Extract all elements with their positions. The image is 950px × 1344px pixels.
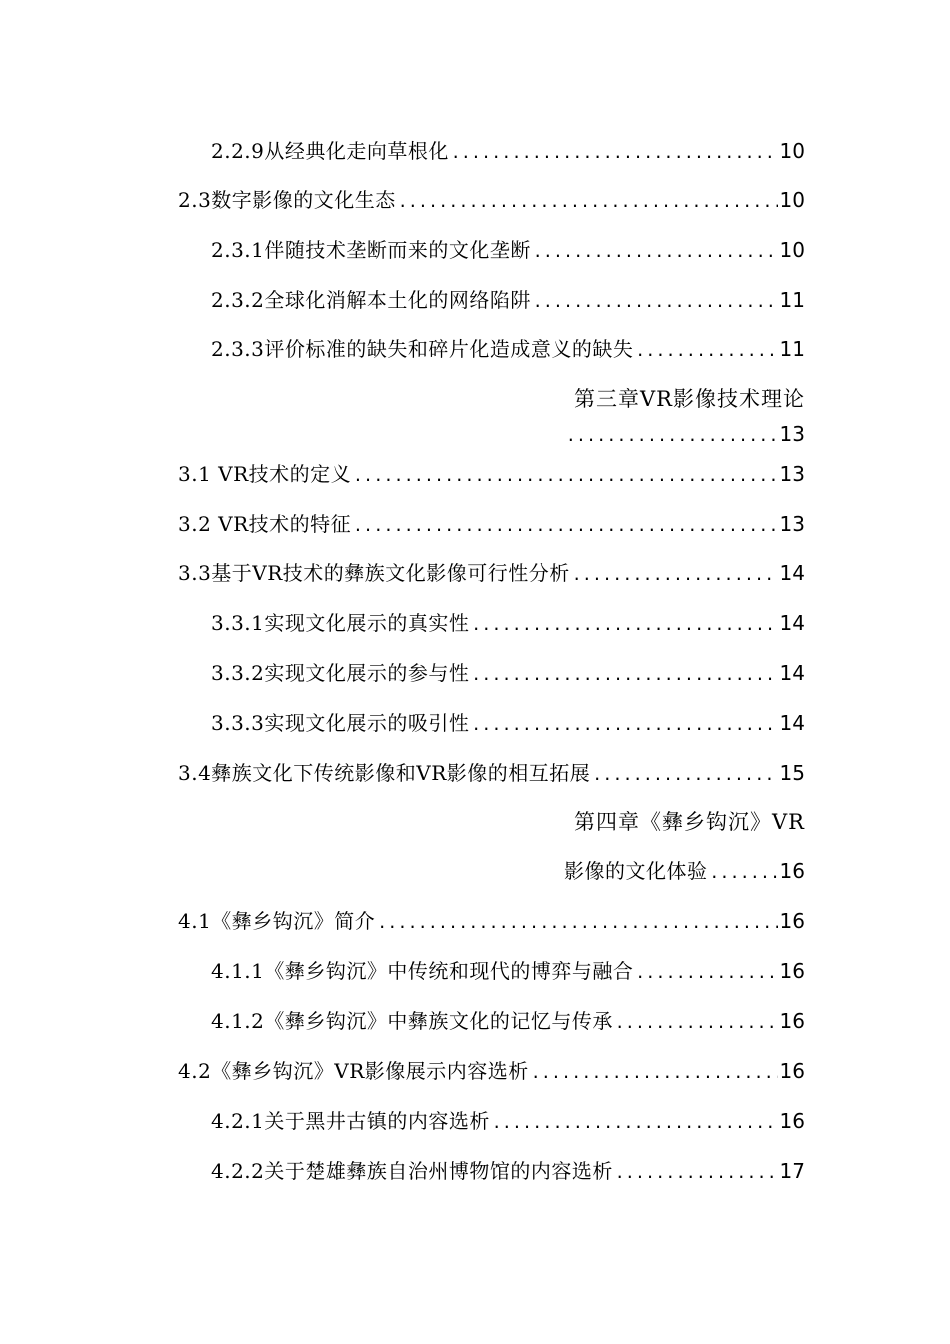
- toc-entry-2-3[interactable]: [178, 187, 805, 215]
- toc-entry-label: 4.1.2《彝乡钩沉》中彝族文化的记忆与传承: [211, 1009, 613, 1033]
- leader-dots: [377, 910, 777, 936]
- toc-entry-page: 16: [779, 959, 805, 983]
- toc-entry-page: 17: [779, 1159, 805, 1183]
- toc-entry-label: 3.4彝族文化下传统影像和VR影像的相互拓展: [178, 761, 591, 785]
- toc-entry-label: 4.2.1关于黑井古镇的内容选析: [211, 1109, 490, 1133]
- toc-entry-label: 3.3.1实现文化展示的真实性: [211, 611, 470, 635]
- toc-entry-label: 3.1 VR技术的定义: [178, 462, 352, 486]
- toc-entry-4-1-1[interactable]: [211, 958, 805, 986]
- leader-dots: [471, 662, 777, 688]
- toc-entry-label: 4.2.2关于楚雄彝族自治州博物馆的内容选析: [211, 1159, 613, 1183]
- leader-dots: [592, 762, 777, 788]
- toc-entry-page: 10: [779, 238, 805, 262]
- toc-entry-4-2-1[interactable]: [211, 1108, 805, 1136]
- toc-chapter-3-leader[interactable]: [564, 421, 805, 449]
- toc-entry-page: 16: [779, 909, 805, 933]
- toc-entry-3-3-2[interactable]: [211, 660, 805, 688]
- toc-entry-page: 11: [779, 337, 805, 361]
- leader-dots: [471, 712, 777, 738]
- toc-entry-4-2-2[interactable]: [211, 1158, 805, 1186]
- toc-entry-2-3-3[interactable]: [211, 336, 805, 364]
- leader-dots: [572, 562, 778, 588]
- leader-dots: [531, 1060, 778, 1086]
- toc-entry-2-3-2[interactable]: [211, 287, 805, 315]
- toc-entry-page: 10: [779, 188, 805, 212]
- leader-dots: [353, 513, 777, 539]
- toc-entry-label: 影像的文化体验: [564, 859, 708, 883]
- leader-dots: [615, 1160, 778, 1186]
- toc-entry-page: 16: [779, 859, 805, 883]
- toc-entry-label: 2.3.1伴随技术垄断而来的文化垄断: [211, 238, 531, 262]
- leader-dots: [615, 1010, 778, 1036]
- toc-entry-page: 16: [779, 1009, 805, 1033]
- toc-entry-label: 4.2《彝乡钩沉》VR影像展示内容选析: [178, 1059, 529, 1083]
- toc-entry-page: 14: [779, 711, 805, 735]
- toc-entry-label: 2.2.9从经典化走向草根化: [211, 139, 449, 163]
- leader-dots: [492, 1110, 778, 1136]
- toc-entry-label: 3.3基于VR技术的彝族文化影像可行性分析: [178, 561, 570, 585]
- toc-chapter-4-subtitle[interactable]: [564, 858, 805, 886]
- toc-entry-label: 2.3.3评价标准的缺失和碎片化造成意义的缺失: [211, 337, 634, 361]
- leader-dots: [533, 239, 778, 265]
- toc-entry-page: 14: [779, 661, 805, 685]
- toc-entry-label: 4.1.1《彝乡钩沉》中传统和现代的博弈与融合: [211, 959, 634, 983]
- toc-chapter-3-title[interactable]: 第三章VR影像技术理论: [574, 387, 805, 411]
- leader-dots: [353, 463, 777, 489]
- toc-entry-4-1[interactable]: [178, 908, 805, 936]
- leader-dots: [635, 338, 777, 364]
- toc-entry-3-1[interactable]: [178, 461, 805, 489]
- toc-entry-3-3-3[interactable]: [211, 710, 805, 738]
- leader-dots: [533, 289, 778, 315]
- toc-entry-2-3-1[interactable]: [211, 237, 805, 265]
- toc-entry-page: 15: [779, 761, 805, 785]
- leader-dots: [566, 423, 778, 449]
- toc-chapter-4-title[interactable]: 第四章《彝乡钩沉》VR: [574, 810, 805, 834]
- leader-dots: [471, 612, 777, 638]
- toc-entry-label: 3.3.2实现文化展示的参与性: [211, 661, 470, 685]
- toc-entry-page: 13: [779, 422, 805, 446]
- toc-entry-page: 13: [779, 462, 805, 486]
- toc-entry-page: 10: [779, 139, 805, 163]
- toc-entry-page: 16: [779, 1059, 805, 1083]
- toc-entry-3-3-1[interactable]: [211, 610, 805, 638]
- toc-entry-label: 2.3.2全球化消解本土化的网络陷阱: [211, 288, 531, 312]
- toc-entry-label: 3.2 VR技术的特征: [178, 512, 352, 536]
- leader-dots: [635, 960, 777, 986]
- toc-entry-page: 16: [779, 1109, 805, 1133]
- toc-entry-4-1-2[interactable]: [211, 1008, 805, 1036]
- toc-entry-page: 13: [779, 512, 805, 536]
- toc-entry-page: 14: [779, 561, 805, 585]
- toc-entry-label: 3.3.3实现文化展示的吸引性: [211, 711, 470, 735]
- toc-entry-page: 11: [779, 288, 805, 312]
- toc-entry-page: 14: [779, 611, 805, 635]
- toc-entry-3-4[interactable]: [178, 760, 805, 788]
- leader-dots: [398, 189, 778, 215]
- leader-dots: [710, 860, 778, 886]
- toc-entry-label: 4.1《彝乡钩沉》简介: [178, 909, 376, 933]
- toc-entry-label: 2.3数字影像的文化生态: [178, 188, 396, 212]
- toc-entry-3-2[interactable]: [178, 511, 805, 539]
- leader-dots: [451, 140, 778, 166]
- toc-entry-2-2-9[interactable]: [211, 138, 805, 166]
- toc-entry-3-3[interactable]: [178, 560, 805, 588]
- toc-entry-4-2[interactable]: [178, 1058, 805, 1086]
